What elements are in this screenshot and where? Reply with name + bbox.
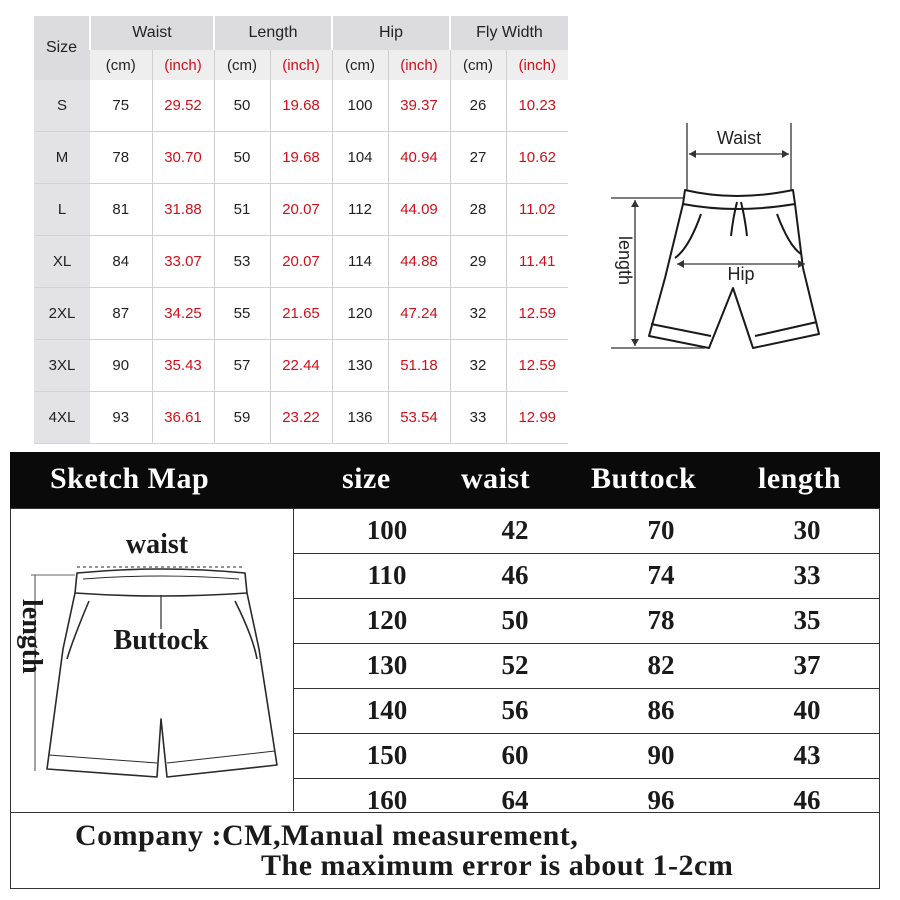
value-cell: 21.65 [270, 288, 332, 340]
length-label: length [615, 236, 635, 286]
buttock-cell: 82 [647, 650, 675, 680]
size-column-header: Size [34, 16, 90, 80]
value-cell: 87 [90, 288, 152, 340]
value-cell: 55 [214, 288, 270, 340]
value-cell: 39.37 [388, 80, 450, 132]
unit-cm-header: (cm) [450, 50, 506, 80]
buttock-cell: 86 [647, 695, 675, 725]
length-label: length [16, 599, 47, 674]
kids-table-row [294, 734, 879, 779]
value-cell: 93 [90, 392, 152, 444]
value-cell: 112 [332, 184, 388, 236]
value-cell: 26 [450, 80, 506, 132]
unit-inch-header: (inch) [270, 50, 332, 80]
unit-cm-header: (cm) [332, 50, 388, 80]
hip-label: Hip [727, 264, 755, 284]
kids-table-body [10, 508, 880, 813]
adult-header-row [34, 16, 568, 50]
waist-column-header: waist [461, 462, 531, 495]
kids-table-row [294, 599, 879, 644]
value-cell: 81 [90, 184, 152, 236]
value-cell: 44.88 [388, 236, 450, 288]
adult-table-row [34, 288, 568, 340]
size-cell: S [34, 80, 90, 132]
buttock-cell: 74 [647, 560, 675, 590]
buttock-cell: 96 [647, 785, 675, 815]
value-cell: 23.22 [270, 392, 332, 444]
size-cell: 100 [366, 515, 408, 545]
value-cell: 75 [90, 80, 152, 132]
waist-cell: 46 [501, 560, 529, 590]
kids-table-row [294, 644, 879, 689]
value-cell: 19.68 [270, 80, 332, 132]
unit-inch-header: (inch) [388, 50, 450, 80]
unit-cm-header: (cm) [90, 50, 152, 80]
size-cell: 4XL [34, 392, 90, 444]
adult-size-table [34, 16, 568, 444]
waist-cell: 64 [501, 785, 529, 815]
value-cell: 57 [214, 340, 270, 392]
value-cell: 20.07 [270, 184, 332, 236]
value-cell: 33 [450, 392, 506, 444]
value-cell: 40.94 [388, 132, 450, 184]
value-cell: 59 [214, 392, 270, 444]
length-cell: 43 [793, 740, 821, 770]
kids-table-row [294, 554, 879, 599]
value-cell: 104 [332, 132, 388, 184]
size-cell: 150 [366, 740, 408, 770]
length-cell: 33 [793, 560, 821, 590]
length-cell: 35 [793, 605, 821, 635]
unit-inch-header: (inch) [152, 50, 214, 80]
adult-table-row [34, 184, 568, 236]
adult-unit-row [34, 50, 568, 80]
value-cell: 90 [90, 340, 152, 392]
buttock-label: Buttock [113, 625, 209, 656]
value-cell: 30.70 [152, 132, 214, 184]
length-cell: 30 [793, 515, 821, 545]
waist-group-header: Waist [90, 16, 214, 50]
footer-line-2: The maximum error is about 1-2cm [261, 849, 734, 882]
value-cell: 33.07 [152, 236, 214, 288]
value-cell: 35.43 [152, 340, 214, 392]
value-cell: 19.68 [270, 132, 332, 184]
value-cell: 11.41 [506, 236, 568, 288]
waist-cell: 60 [501, 740, 529, 770]
value-cell: 27 [450, 132, 506, 184]
value-cell: 20.07 [270, 236, 332, 288]
waist-cell: 56 [501, 695, 529, 725]
value-cell: 50 [214, 132, 270, 184]
value-cell: 12.59 [506, 340, 568, 392]
adult-table-row [34, 80, 568, 132]
value-cell: 53.54 [388, 392, 450, 444]
value-cell: 44.09 [388, 184, 450, 236]
value-cell: 32 [450, 288, 506, 340]
value-cell: 120 [332, 288, 388, 340]
value-cell: 29 [450, 236, 506, 288]
value-cell: 53 [214, 236, 270, 288]
value-cell: 136 [332, 392, 388, 444]
value-cell: 100 [332, 80, 388, 132]
shorts-outline-icon [47, 569, 277, 777]
value-cell: 11.02 [506, 184, 568, 236]
value-cell: 84 [90, 236, 152, 288]
value-cell: 36.61 [152, 392, 214, 444]
value-cell: 114 [332, 236, 388, 288]
size-cell: 130 [366, 650, 408, 680]
value-cell: 130 [332, 340, 388, 392]
kids-table-row [294, 509, 879, 554]
length-cell: 40 [793, 695, 821, 725]
value-cell: 47.24 [388, 288, 450, 340]
size-cell: 2XL [34, 288, 90, 340]
value-cell: 51.18 [388, 340, 450, 392]
length-cell: 46 [793, 785, 821, 815]
adult-table-row [34, 236, 568, 288]
fly-width-group-header: Fly Width [450, 16, 568, 50]
value-cell: 31.88 [152, 184, 214, 236]
kids-footer-note [10, 813, 880, 889]
size-cell: XL [34, 236, 90, 288]
kids-table-row [294, 689, 879, 734]
buttock-column-header: Buttock [591, 462, 697, 495]
waist-cell: 52 [501, 650, 529, 680]
adult-table-row [34, 392, 568, 444]
value-cell: 12.99 [506, 392, 568, 444]
buttock-cell: 78 [647, 605, 675, 635]
adult-table-row [34, 132, 568, 184]
waist-label: waist [125, 529, 189, 560]
size-cell: M [34, 132, 90, 184]
buttock-cell: 70 [647, 515, 675, 545]
value-cell: 34.25 [152, 288, 214, 340]
size-cell: 110 [367, 560, 407, 590]
kids-size-table [10, 452, 880, 892]
unit-inch-header: (inch) [506, 50, 568, 80]
value-cell: 28 [450, 184, 506, 236]
size-cell: 120 [366, 605, 408, 635]
footer-line-1: Company :CM,Manual measurement, [75, 819, 579, 852]
waist-cell: 50 [501, 605, 529, 635]
value-cell: 22.44 [270, 340, 332, 392]
size-column-header: size [342, 462, 391, 495]
size-cell: 3XL [34, 340, 90, 392]
kids-shorts-diagram [11, 509, 291, 809]
sketch-map-cell [11, 509, 294, 811]
kids-header-bar [10, 452, 880, 508]
value-cell: 32 [450, 340, 506, 392]
value-cell: 10.62 [506, 132, 568, 184]
adult-table-row [34, 340, 568, 392]
adult-shorts-diagram [605, 118, 845, 358]
length-group-header: Length [214, 16, 332, 50]
size-cell: 140 [366, 695, 408, 725]
value-cell: 10.23 [506, 80, 568, 132]
value-cell: 51 [214, 184, 270, 236]
length-cell: 37 [793, 650, 821, 680]
sketch-map-header: Sketch Map [50, 462, 210, 495]
length-column-header: length [758, 462, 842, 495]
value-cell: 12.59 [506, 288, 568, 340]
waist-cell: 42 [501, 515, 529, 545]
size-cell: L [34, 184, 90, 236]
unit-cm-header: (cm) [214, 50, 270, 80]
kids-rows [294, 509, 879, 824]
value-cell: 29.52 [152, 80, 214, 132]
buttock-cell: 90 [647, 740, 675, 770]
hip-group-header: Hip [332, 16, 450, 50]
size-cell: 160 [366, 785, 408, 815]
value-cell: 50 [214, 80, 270, 132]
waist-label: Waist [716, 128, 762, 148]
value-cell: 78 [90, 132, 152, 184]
